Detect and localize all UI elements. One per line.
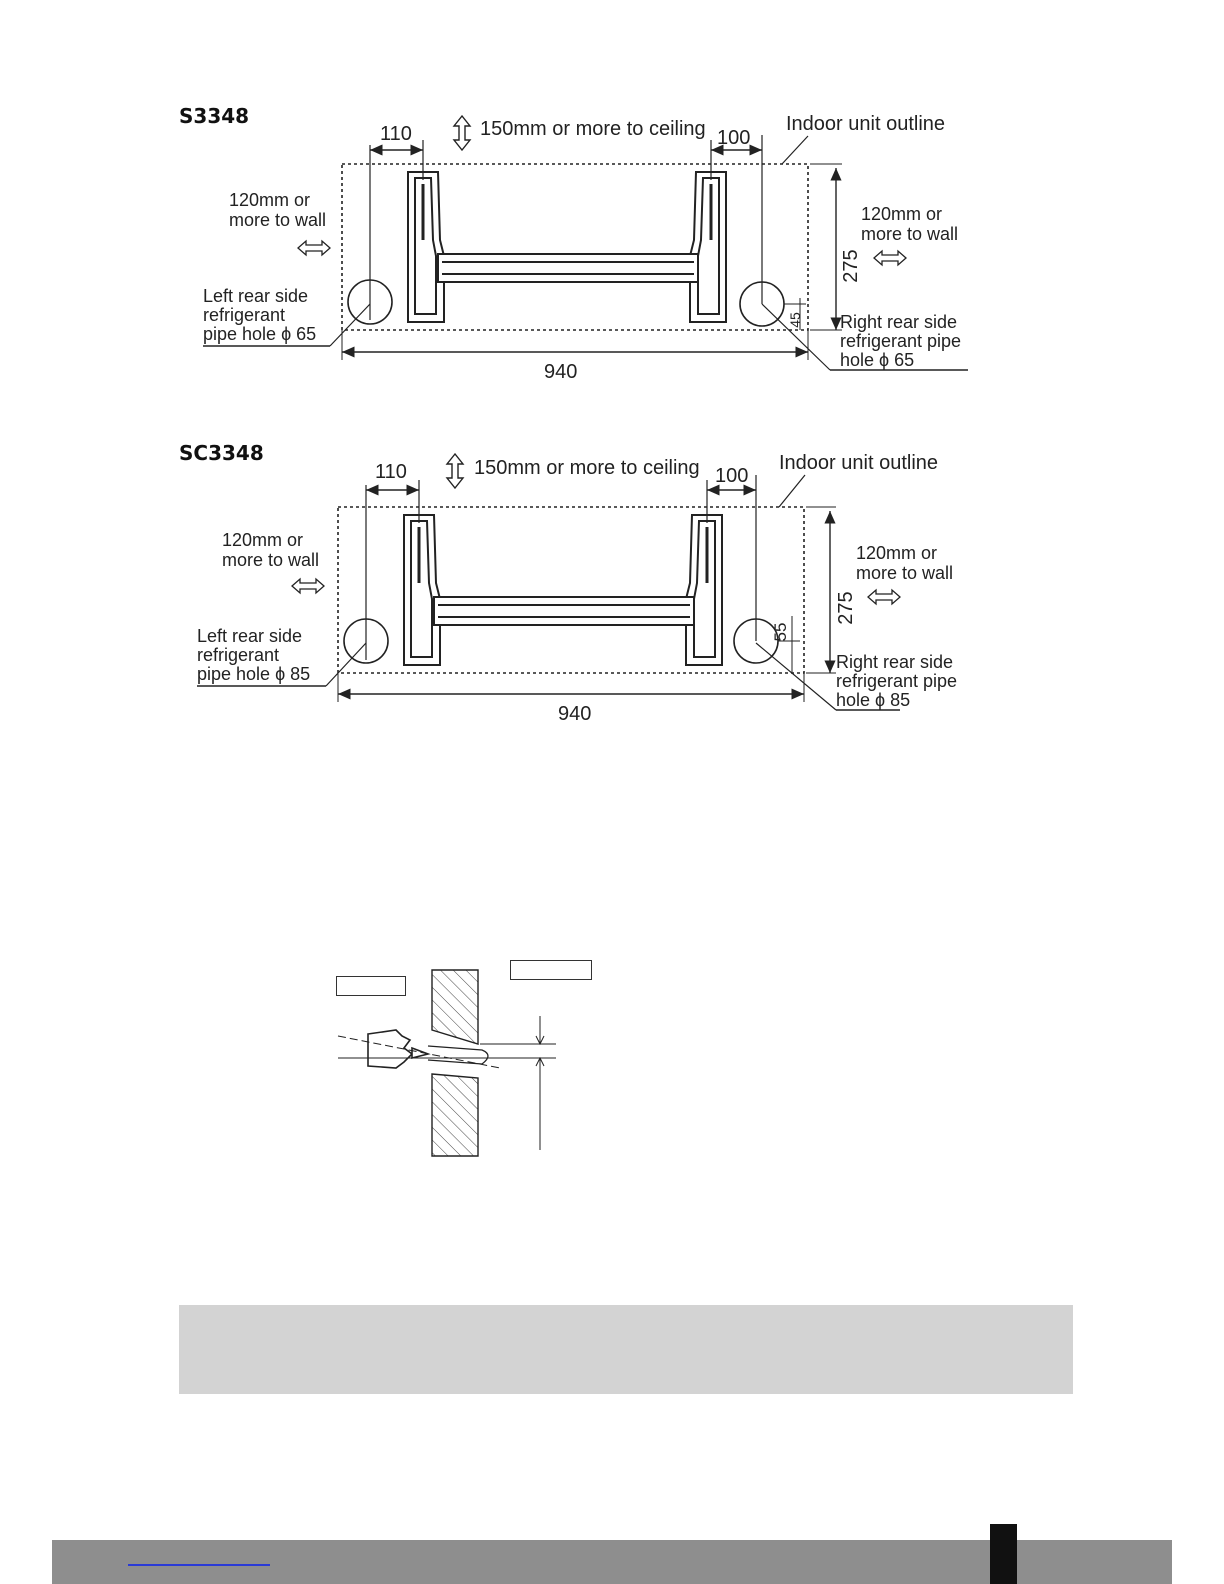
right-hole-label-1: Right rear side [840,312,958,332]
left-hole-label-3: pipe hole ϕ 85 [197,664,311,684]
dim-hole-offset: 55 [771,622,790,642]
drill-icon [368,1030,428,1068]
left-wall-note-2: more to wall [222,550,320,570]
right-mounting-bracket [686,515,722,665]
left-wall-note-2: more to wall [229,210,327,230]
footer-link[interactable] [128,1564,270,1566]
right-hole-label-3: hole ϕ 65 [840,350,915,370]
dim-hole-offset: 45 [787,312,803,328]
dim-940: 940 [544,361,578,383]
right-hole-label-3: hole ϕ 85 [836,690,911,710]
left-hole-label-2: refrigerant [203,305,286,325]
right-wall-note-2: more to wall [861,224,959,244]
right-wall-note-1: 120mm or [861,204,943,224]
left-hole-label-3: pipe hole ϕ 65 [203,324,317,344]
right-hole-label-2: refrigerant pipe [840,331,962,351]
left-mounting-bracket [408,172,444,322]
ceiling-clearance-note: 150mm or more to ceiling [480,118,706,140]
mounting-rail [438,254,698,282]
left-wall-note-1: 120mm or [229,190,311,210]
left-hole-label-1: Left rear side [197,626,303,646]
wall-section-upper [432,970,478,1044]
dim-100: 100 [715,465,749,487]
right-mounting-bracket [690,172,726,322]
ceiling-clearance-note: 150mm or more to ceiling [474,457,700,479]
dim-110: 110 [375,461,407,483]
mounting-diagram-sc3348 [0,340,1224,740]
model-label-sc3348: SC3348 [179,441,264,465]
dim-940: 940 [558,703,592,725]
wall-section-lower [432,1074,478,1156]
right-wall-note-2: more to wall [856,563,954,583]
dim-110: 110 [380,123,412,145]
right-wall-double-arrow-icon [874,251,906,265]
page-number-tab [990,1524,1017,1584]
right-hole-label-1: Right rear side [836,652,954,672]
left-hole-label-1: Left rear side [203,286,309,306]
mounting-rail [434,597,694,625]
right-wall-double-arrow-icon [868,590,900,604]
ceiling-arrow-icon [447,454,463,488]
ceiling-arrow-icon [454,116,470,150]
note-band [179,1305,1073,1394]
right-hole-label-2: refrigerant pipe [836,671,958,691]
left-wall-note-1: 120mm or [222,530,304,550]
dim-275: 275 [835,591,857,625]
right-wall-note-1: 120mm or [856,543,938,563]
outline-label: Indoor unit outline [779,452,939,474]
left-wall-double-arrow-icon [298,241,330,255]
dim-275: 275 [840,249,862,283]
left-mounting-bracket [404,515,440,665]
dim-100: 100 [717,127,751,149]
left-wall-double-arrow-icon [292,579,324,593]
wall-drilling-diagram [0,950,1224,1190]
outline-label: Indoor unit outline [786,113,946,135]
model-label-s3348: S3348 [179,104,250,128]
left-hole-label-2: refrigerant [197,645,280,665]
